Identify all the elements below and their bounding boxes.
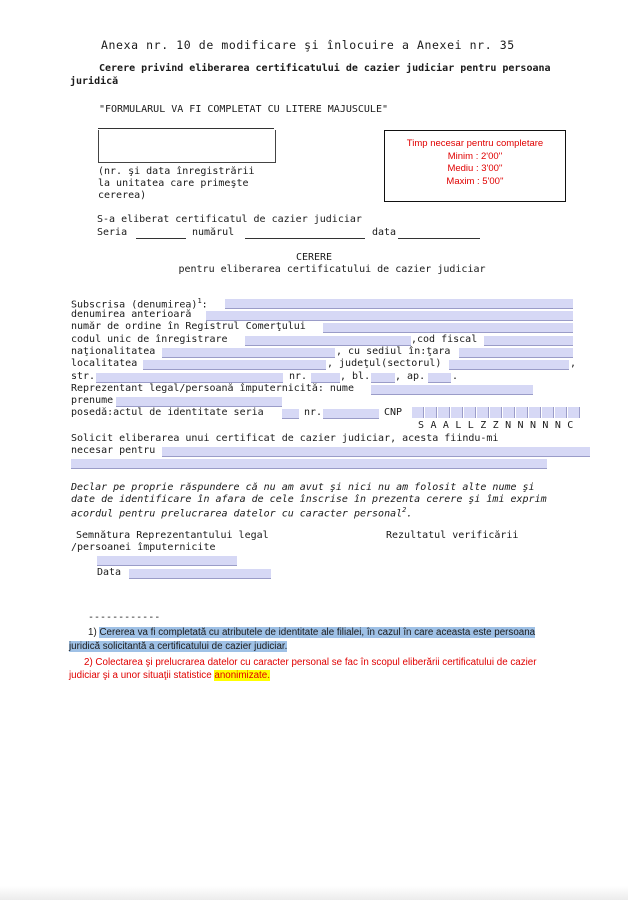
county-label: , judeţul(sectorul) xyxy=(327,358,442,369)
time-max: Maxim : 5'00'' xyxy=(446,175,504,187)
annex-title: Anexa nr. 10 de modificare şi înlocuire a Anexei nr. 35 xyxy=(101,38,515,52)
footnote-1-text: Cererea va fi completată cu atributele de identitate ale filialei, în cazul în care aceasta este persoana xyxy=(99,627,536,638)
fiscal-code-input[interactable] xyxy=(484,336,573,346)
registration-box-top xyxy=(98,128,274,129)
cnp-digit-cell[interactable] xyxy=(529,407,541,418)
form-subtitle: Cerere privind eliberarea certificatului de cazier judiciar pentru persoana xyxy=(99,63,551,74)
apartment-label: , ap. xyxy=(395,371,426,382)
cnp-format: S A A L L Z Z N N N N N C xyxy=(418,420,574,431)
apartment-input[interactable] xyxy=(428,373,451,383)
declaration-line-3: acordul pentru prelucrarea datelor cu caracter personal$^2$. xyxy=(71,506,413,520)
cnp-digit-cell[interactable] xyxy=(516,407,528,418)
street-number-input[interactable] xyxy=(311,373,340,383)
footnote-1-cont: juridică solicitantă a certificatului de cazier judiciar. xyxy=(69,641,288,652)
time-avg: Mediu : 3'00'' xyxy=(447,163,503,174)
id-number-label: nr. xyxy=(304,407,323,418)
county-comma: , xyxy=(570,358,577,369)
cnp-digit-cell[interactable] xyxy=(555,407,567,418)
nationality-input[interactable] xyxy=(162,348,335,358)
registry-number-label: număr de ordine în Registrul Comerţului xyxy=(71,321,306,332)
id-series-input[interactable] xyxy=(282,409,299,419)
footnote-2: 2) Colectarea şi prelucrarea datelor cu caracter personal se fac în scopul eliberării certificatului de cazier xyxy=(84,657,537,668)
block-input[interactable] xyxy=(371,373,395,383)
date-label: Data xyxy=(97,567,122,578)
issued-statement: S-a eliberat certificatul de cazier judiciar xyxy=(97,214,362,225)
representative-name-label: Reprezentant legal/persoană împuternicită: nume xyxy=(71,383,354,394)
unique-code-input[interactable] xyxy=(245,336,411,346)
cnp-digit-cell[interactable] xyxy=(464,407,476,418)
registration-label: (nr. şi data înregistrării xyxy=(98,166,255,177)
id-number-input[interactable] xyxy=(323,409,379,419)
signature-label-2: /persoanei împuternicite xyxy=(71,542,216,553)
signature-input[interactable] xyxy=(97,556,237,566)
fiscal-code-label: ,cod fiscal xyxy=(411,334,478,345)
headquarters-country-label: , cu sediul în:ţara xyxy=(336,346,451,357)
signature-label: Semnătura Reprezentantului legal xyxy=(76,530,269,541)
cnp-digit-cell[interactable] xyxy=(477,407,489,418)
footnote-separator: ------------ xyxy=(88,612,161,623)
previous-name-input[interactable] xyxy=(206,311,573,321)
apartment-dot: . xyxy=(452,371,459,382)
purpose-input-cont[interactable] xyxy=(71,459,547,469)
nationality-label: naţionalitatea xyxy=(71,346,156,357)
page-bottom-shadow xyxy=(0,886,628,900)
block-label: , bl. xyxy=(340,371,371,382)
issued-data-label: data xyxy=(372,227,397,238)
form-subtitle-cont: juridică xyxy=(70,76,119,87)
uppercase-instruction: "FORMULARUL VA FI COMPLETAT CU LITERE MAJUSCULE" xyxy=(99,104,388,115)
street-number-label: nr. xyxy=(289,371,308,382)
cnp-digit-cell[interactable] xyxy=(503,407,515,418)
registry-number-input[interactable] xyxy=(323,323,573,333)
subscrisa-label: Subscrisa (denumirea)$^1$: xyxy=(71,297,208,311)
request-subheading: pentru eliberarea certificatului de cazier judiciar xyxy=(178,264,486,275)
registration-label-3: cererea) xyxy=(98,190,147,201)
completion-time-box xyxy=(384,130,566,202)
issued-seria-label: Seria xyxy=(97,227,128,238)
purpose-label: necesar pentru xyxy=(71,445,156,456)
issued-numar-label: numărul xyxy=(192,227,235,238)
issued-seria-field[interactable] xyxy=(136,238,186,239)
locality-input[interactable] xyxy=(143,360,326,370)
date-input[interactable] xyxy=(129,569,271,579)
cnp-label: CNP xyxy=(384,407,403,418)
first-name-label: prenume xyxy=(71,395,114,406)
issued-data-field[interactable] xyxy=(398,238,480,239)
cnp-digit-cell[interactable] xyxy=(490,407,502,418)
time-min: Minim : 2'00'' xyxy=(447,150,503,162)
cnp-digit-cell[interactable] xyxy=(438,407,450,418)
time-box-title: Timp necesar pentru completare xyxy=(406,138,544,149)
previous-name-label: denumirea anterioară xyxy=(71,309,192,320)
cnp-digit-cell[interactable] xyxy=(412,407,424,418)
declaration-line-1: Declar pe proprie răspundere că nu am avut şi nici nu am folosit alte nume şi xyxy=(71,482,535,493)
footnote-1 xyxy=(88,627,535,638)
subscrisa-input[interactable] xyxy=(225,299,573,309)
representative-name-input[interactable] xyxy=(371,385,533,395)
unique-code-label: codul unic de înregistrare xyxy=(71,334,228,345)
cnp-digit-cell[interactable] xyxy=(542,407,554,418)
street-label: str. xyxy=(71,371,96,382)
verification-result-label: Rezultatul verificării xyxy=(386,530,519,541)
cnp-digit-cell[interactable] xyxy=(425,407,437,418)
footnote-2-cont: judiciar şi a unor situaţii statistice anonimizate. xyxy=(69,670,270,681)
issued-numar-field[interactable] xyxy=(245,238,365,239)
anonymized-highlight: anonimizate. xyxy=(214,670,270,681)
cnp-digit-cell[interactable] xyxy=(451,407,463,418)
county-input[interactable] xyxy=(449,360,569,370)
declaration-line-2: date de identificare în afara de cele înscrise în prezenta cerere şi îmi exprim xyxy=(71,494,547,505)
footnote-1-number: 1) xyxy=(88,627,97,638)
registration-label-2: la unitatea care primeşte xyxy=(98,178,249,189)
street-input[interactable] xyxy=(96,373,283,383)
registration-box[interactable] xyxy=(98,130,276,163)
purpose-input[interactable] xyxy=(162,447,590,457)
id-series-label: posedă:actul de identitate seria xyxy=(71,407,264,418)
first-name-input[interactable] xyxy=(116,397,282,407)
request-statement: Solicit eliberarea unui certificat de cazier judiciar, acesta fiindu-mi xyxy=(71,433,499,444)
cnp-digit-cell[interactable] xyxy=(568,407,580,418)
request-heading: CERERE xyxy=(295,252,333,263)
headquarters-country-input[interactable] xyxy=(459,348,573,358)
locality-label: localitatea xyxy=(71,358,138,369)
